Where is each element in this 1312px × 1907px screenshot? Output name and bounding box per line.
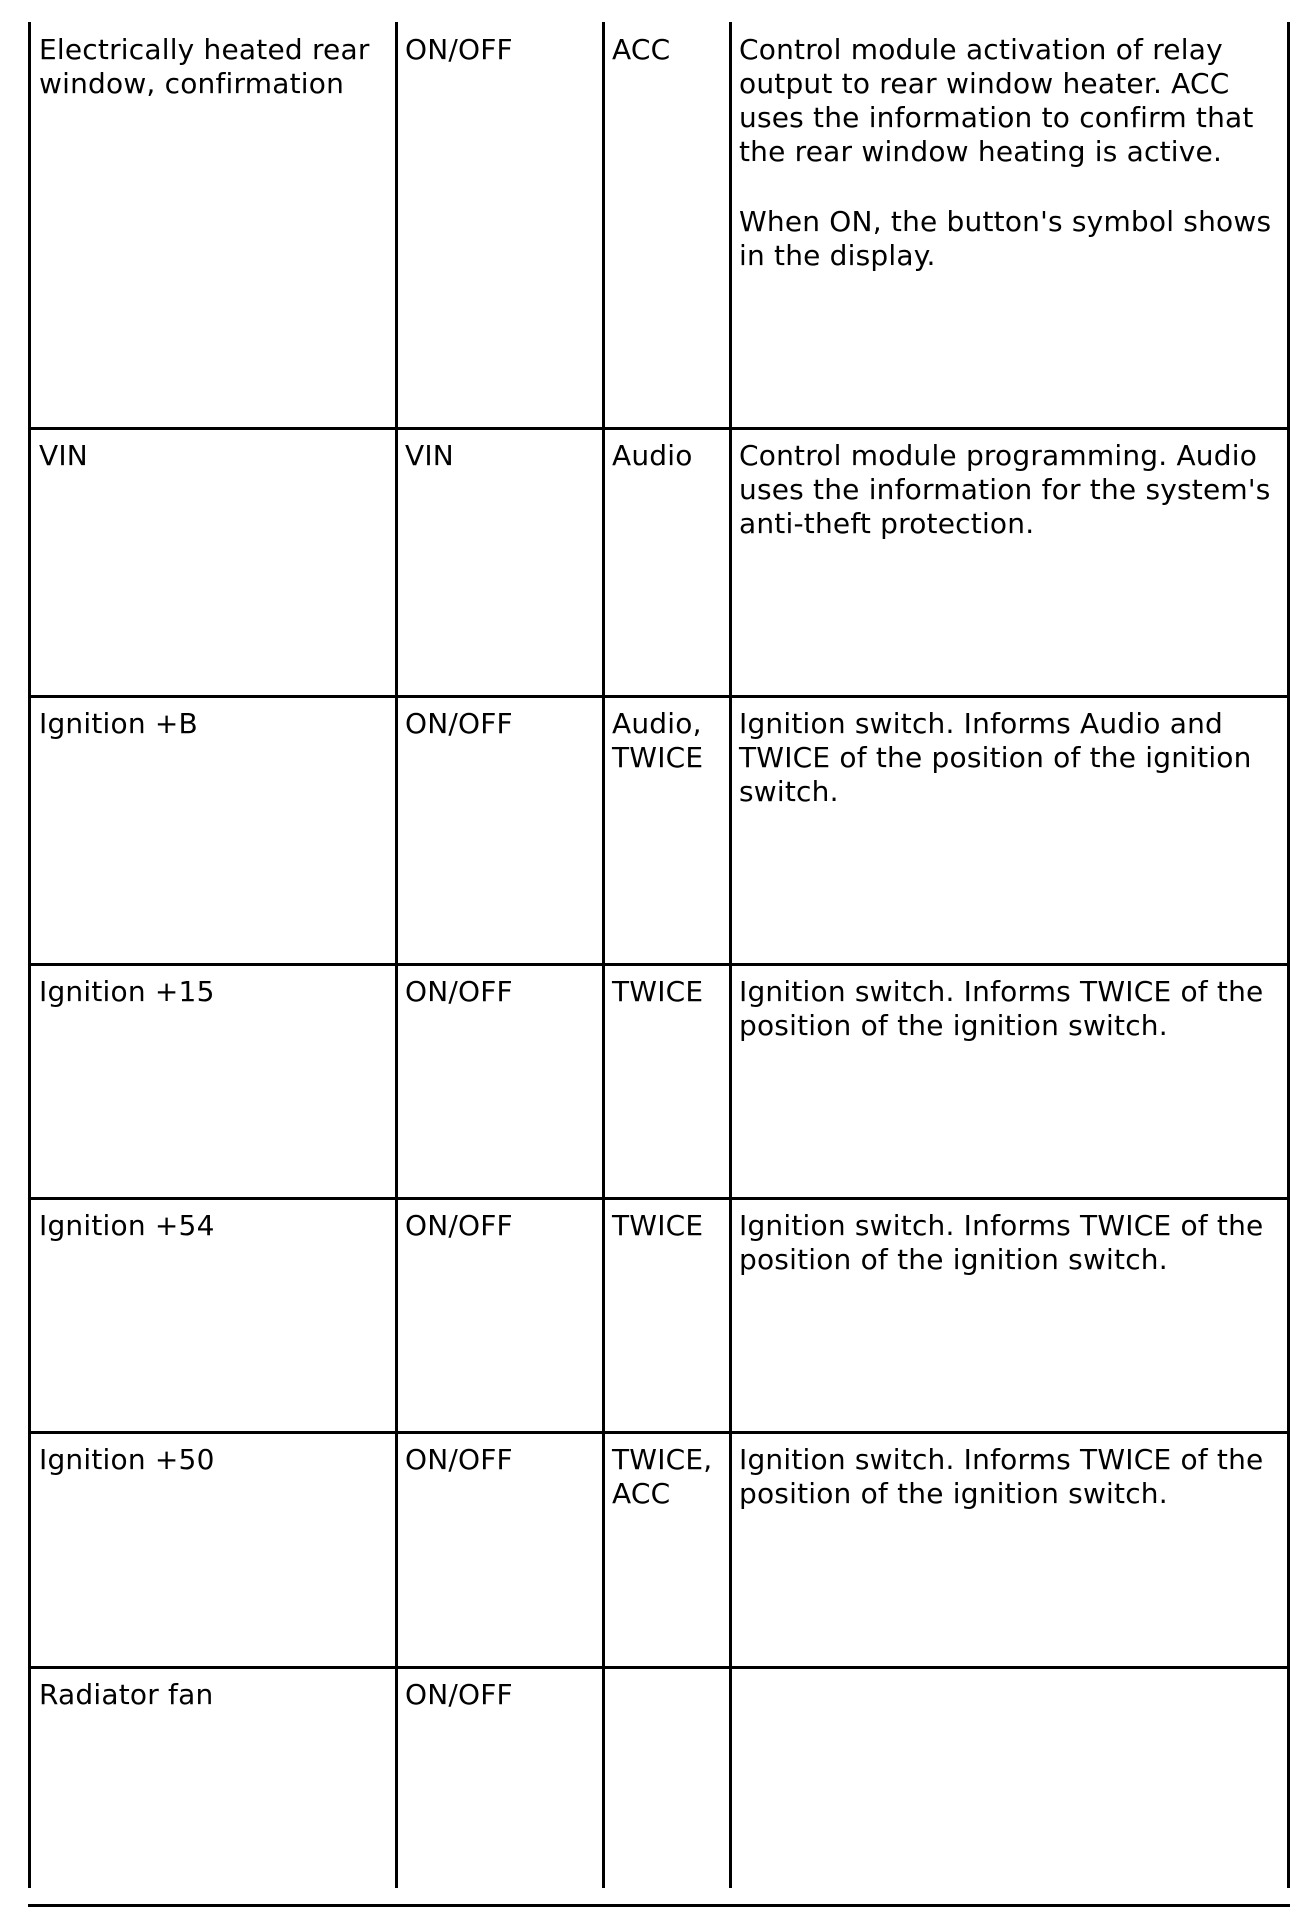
table-row-value: ON/OFF	[405, 975, 513, 1008]
table-row-value: ON/OFF	[405, 33, 513, 66]
table-row-signal: Ignition +15	[39, 975, 215, 1008]
table-row-description	[739, 33, 1281, 273]
table-row-description	[739, 975, 1281, 1043]
table-row-receiver: ACC	[612, 33, 671, 66]
row-divider	[28, 1197, 1290, 1200]
signal-table	[28, 0, 1290, 1888]
row-divider	[28, 1431, 1290, 1434]
table-row-receiver: Audio	[612, 439, 693, 472]
table-row-signal: Radiator fan	[39, 1678, 214, 1711]
table-row-value: ON/OFF	[405, 707, 513, 740]
description-paragraph: Ignition switch. Informs TWICE of the position of the ignition switch.	[739, 975, 1264, 1042]
table-row-value: ON/OFF	[405, 1678, 513, 1711]
table-border-right	[1287, 22, 1290, 1888]
table-grid	[28, 0, 1290, 1888]
table-row-description	[739, 1209, 1281, 1277]
column-divider-2	[602, 22, 605, 1888]
description-paragraph: Control module programming. Audio uses the information for the system's anti-theft protection.	[739, 439, 1271, 540]
table-row-value: VIN	[405, 439, 454, 472]
table-row-receiver: TWICE	[612, 975, 704, 1008]
table-row-signal: Ignition +50	[39, 1443, 215, 1476]
row-divider	[28, 695, 1290, 698]
table-row-description	[739, 707, 1281, 809]
description-paragraph: Ignition switch. Informs TWICE of the position of the ignition switch.	[739, 1443, 1264, 1510]
table-row-receiver: Audio, TWICE	[612, 707, 704, 774]
table-row-value: ON/OFF	[405, 1443, 513, 1476]
table-row-description	[739, 439, 1281, 541]
column-divider-3	[729, 22, 732, 1888]
description-paragraph: Control module activation of relay output to rear window heater. ACC uses the information to confirm that the rear window heating is active.	[739, 33, 1254, 168]
table-row-value: ON/OFF	[405, 1209, 513, 1242]
table-row-signal: Ignition +54	[39, 1209, 215, 1242]
table-border-left	[28, 22, 31, 1888]
table-row-receiver: TWICE, ACC	[612, 1443, 713, 1510]
column-divider-1	[395, 22, 398, 1888]
table-row-signal: Electrically heated rear window, confirmation	[39, 33, 370, 100]
description-paragraph: Ignition switch. Informs Audio and TWICE of the position of the ignition switch.	[739, 707, 1252, 808]
description-paragraph: Ignition switch. Informs TWICE of the position of the ignition switch.	[739, 1209, 1264, 1276]
table-row-description	[739, 1443, 1281, 1511]
row-divider	[28, 963, 1290, 966]
description-paragraph: When ON, the button's symbol shows in the display.	[739, 205, 1272, 272]
table-row-signal: VIN	[39, 439, 88, 472]
table-row-signal: Ignition +B	[39, 707, 198, 740]
row-divider	[28, 427, 1290, 430]
row-divider	[28, 1666, 1290, 1669]
table-row-receiver: TWICE	[612, 1209, 704, 1242]
